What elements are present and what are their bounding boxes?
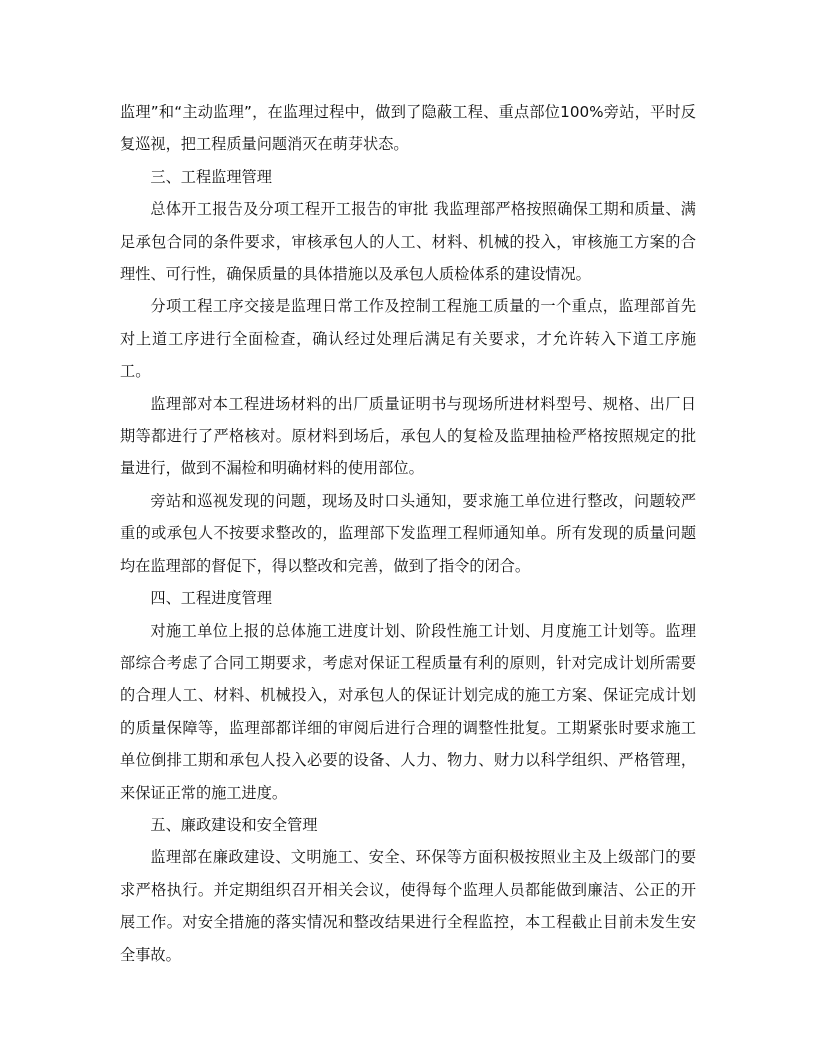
paragraph: 分项工程工序交接是监理日常工作及控制工程施工质量的一个重点，监理部首先对上道工序进行全面检查，确认经过处理后满足有关要求，才允许转入下道工序施工。 bbox=[120, 297, 696, 381]
paragraph: 监理部在廉政建设、文明施工、安全、环保等方面积极按照业主及上级部门的要求严格执行。并定期组织召开相关会议，使得每个监理人员都能做到廉洁、公正的开展工作。对安全措施的落实情况和整改结果进行全程监控，本工程截止目前未发生安全事故。 bbox=[120, 848, 696, 964]
paragraph: 对施工单位上报的总体施工进度计划、阶段性施工计划、月度施工计划等。监理部综合考虑了合同工期要求，考虑对保证工程质量有利的原则，针对完成计划所需要的合理人工、材料、机械投入，对承包人的保证计划完成的施工方案、保证完成计划的质量保障等，监理部都详细的审阅后进行合理的调整性批复。工期紧张时要求施工单位倒排工期和承包人投入必要的设备、人力、物力、财力以科学组织、严格管理，来保证正常的施工进度。 bbox=[120, 621, 696, 802]
paragraph: 总体开工报告及分项工程开工报告的审批 我监理部严格按照确保工期和质量、满足承包合同的条件要求，审核承包人的人工、材料、机械的投入，审核施工方案的合理性、可行性，确保质量的具体措施以及承包人质检体系的建设情况。 bbox=[120, 200, 696, 284]
document-body bbox=[120, 96, 696, 971]
section-heading-4: 四、工程进度管理 bbox=[150, 589, 272, 608]
paragraph: 旁站和巡视发现的问题，现场及时口头通知，要求施工单位进行整改，问题较严重的或承包人不按要求整改的，监理部下发监理工程师通知单。所有发现的质量问题均在监理部的督促下，得以整改和完善，做到了指令的闭合。 bbox=[120, 491, 696, 575]
paragraph: 监理部对本工程进场材料的出厂质量证明书与现场所进材料型号、规格、出厂日期等都进行了严格核对。原材料到场后，承包人的复检及监理抽检严格按照规定的批量进行，做到不漏检和明确材料的使用部位。 bbox=[120, 394, 696, 478]
paragraph-continued: 监理”和“主动监理”，在监理过程中，做到了隐蔽工程、重点部位100%旁站，平时反复巡视，把工程质量问题消灭在萌芽状态。 bbox=[120, 103, 696, 154]
section-heading-5: 五、廉政建设和安全管理 bbox=[150, 815, 318, 834]
section-heading-3: 三、工程监理管理 bbox=[150, 167, 272, 186]
